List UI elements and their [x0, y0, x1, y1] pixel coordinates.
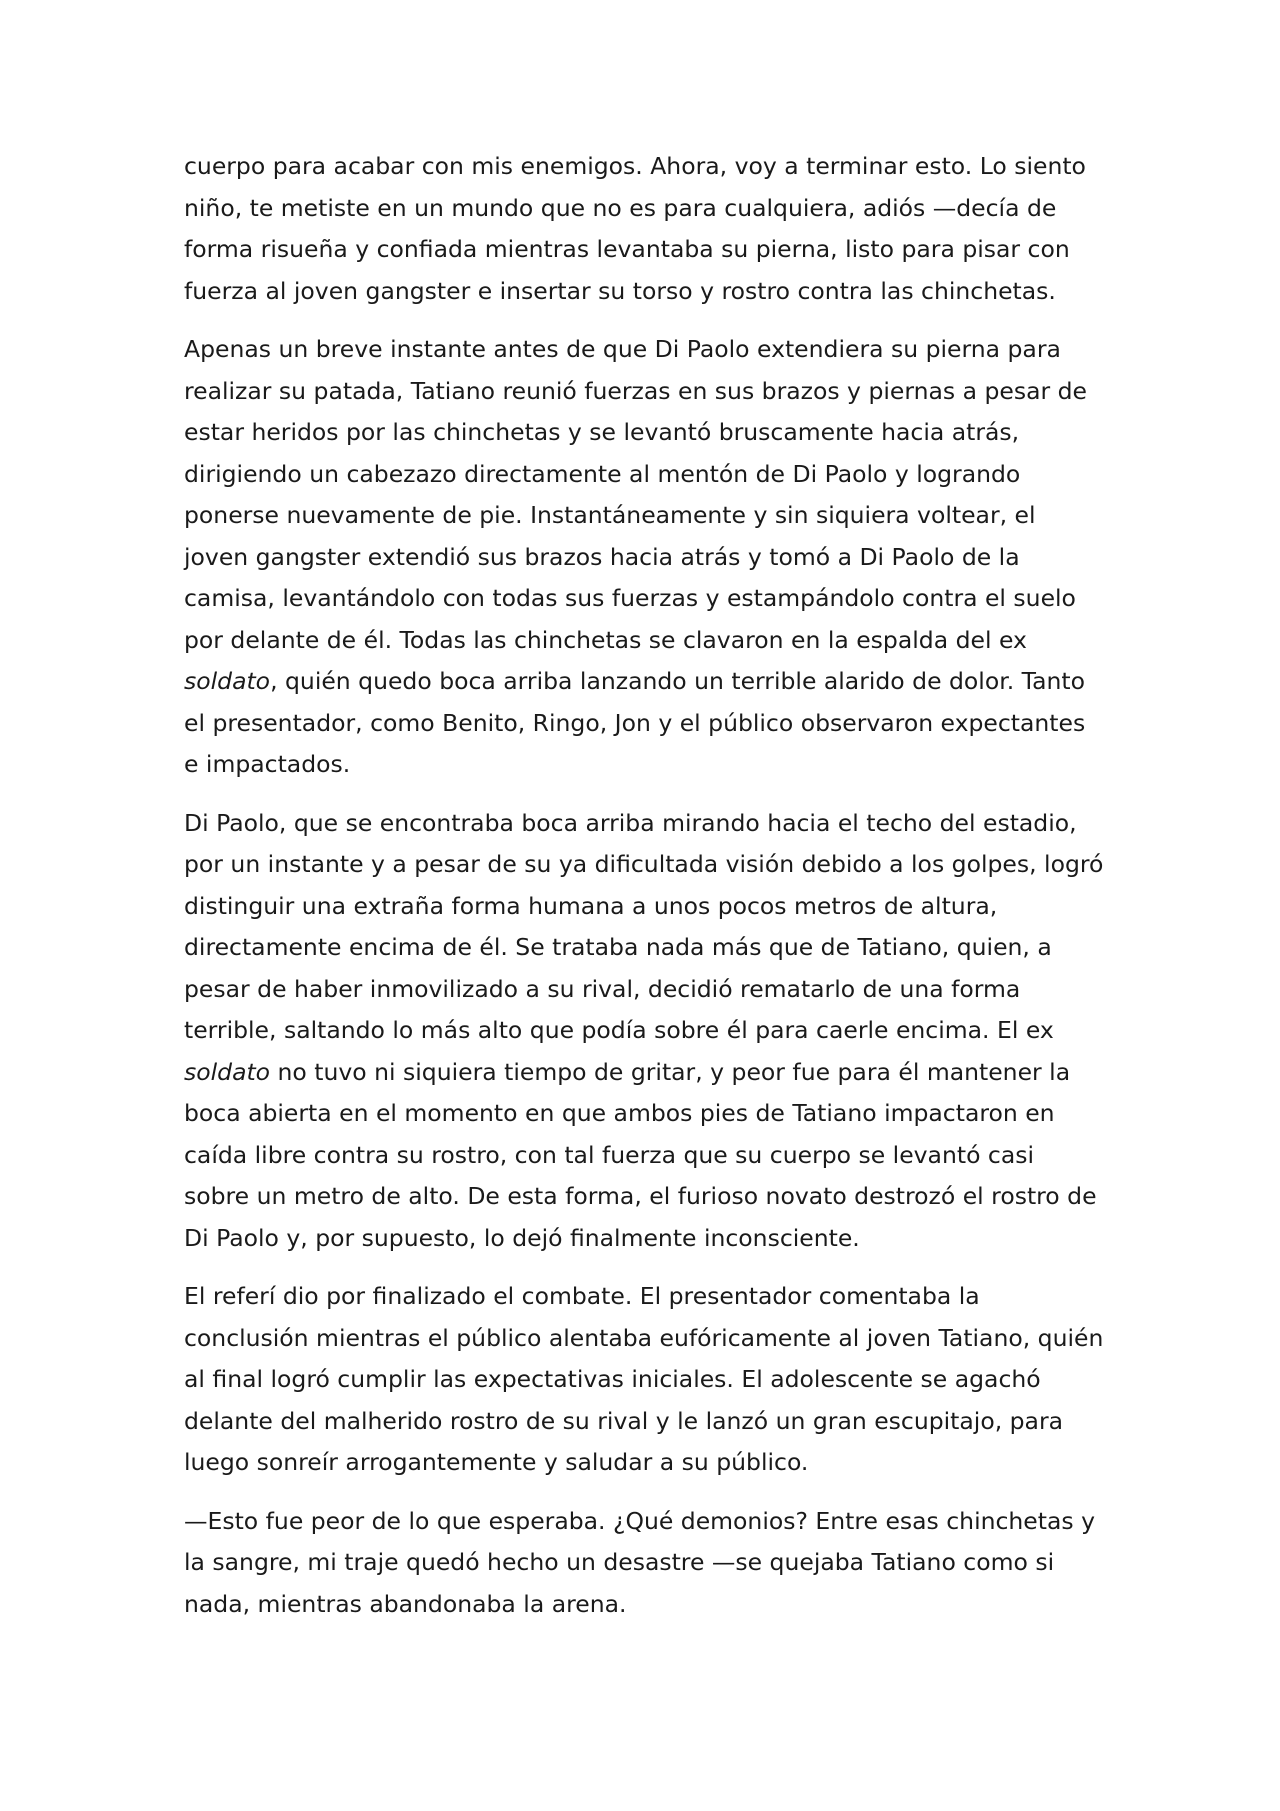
paragraph-1 — [184, 146, 1104, 312]
paragraph-4-text: El referí dio por finalizado el combate. El presentador comentaba la conclusión mientras el público alentaba eufóricamente al joven Tatiano, quién al final logró cumplir las expectativas iniciales. El adolescente se agachó delante del malherido rostro de su rival y le lanzó un gran escupitajo, para luego sonreír arrogantemente y saludar a su público. — [184, 1282, 1104, 1476]
paragraph-5 — [184, 1501, 1104, 1626]
paragraph-2 — [184, 329, 1104, 786]
paragraph-3 — [184, 803, 1104, 1260]
paragraph-2-text-b: , quién quedo boca arriba lanzando un terrible alarido de dolor. Tanto el presentador, como Benito, Ringo, Jon y el público observaron expectantes e impactados. — [184, 667, 1086, 778]
paragraph-3-text-a: Di Paolo, que se encontraba boca arriba mirando hacia el techo del estadio, por un instante y a pesar de su ya dificultada visión debido a los golpes, logró distinguir una extraña forma humana a unos pocos metros de altura, directamente encima de él. Se trataba nada más que de Tatiano, quien, a pesar de haber inmovilizado a su rival, decidió rematarlo de una forma terrible, saltando lo más alto que podía sobre él para caerle encima. El ex — [184, 808, 1104, 1044]
paragraph-3-text-b: no tuvo ni siquiera tiempo de gritar, y peor fue para él mantener la boca abierta en el momento en que ambos pies de Tatiano impactaron en caída libre contra su rostro, con tal fuerza que su cuerpo se levantó casi sobre un metro de alto. De esta forma, el furioso novato destrozó el rostro de Di Paolo y, por supuesto, lo dejó finalmente inconsciente. — [184, 1057, 1097, 1252]
paragraph-1-text: cuerpo para acabar con mis enemigos. Ahora, voy a terminar esto. Lo siento niño, te metiste en un mundo que no es para cualquiera, adiós —decía de forma risueña y confiada mientras levantaba su pierna, listo para pisar con fuerza al joven gangster e insertar su torso y rostro contra las chinchetas. — [184, 152, 1086, 305]
paragraph-4 — [184, 1276, 1104, 1484]
paragraph-5-text: —Esto fue peor de lo que esperaba. ¿Qué demonios? Entre esas chinchetas y la sangre, mi traje quedó hecho un desastre —se quejaba Tatiano como si nada, mientras abandonaba la arena. — [184, 1506, 1096, 1618]
paragraph-2-text-a: Apenas un breve instante antes de que Di Paolo extendiera su pierna para realizar su patada, Tatiano reunió fuerzas en sus brazos y piernas a pesar de estar heridos por las chinchetas y se levantó bruscamente hacia atrás, dirigiendo un cabezazo directamente al mentón de Di Paolo y logrando ponerse nuevamente de pie. Instantáneamente y sin siquiera voltear, el joven gangster extendió sus brazos hacia atrás y tomó a Di Paolo de la camisa, levantándolo con todas sus fuerzas y estampándolo contra el suelo por delante de él. Todas las chinchetas se clavaron en la espalda del ex — [184, 335, 1087, 654]
paragraph-3-italic-term: soldato — [184, 1057, 271, 1086]
paragraph-2-italic-term: soldato — [184, 667, 271, 695]
document-page — [184, 146, 1104, 1642]
